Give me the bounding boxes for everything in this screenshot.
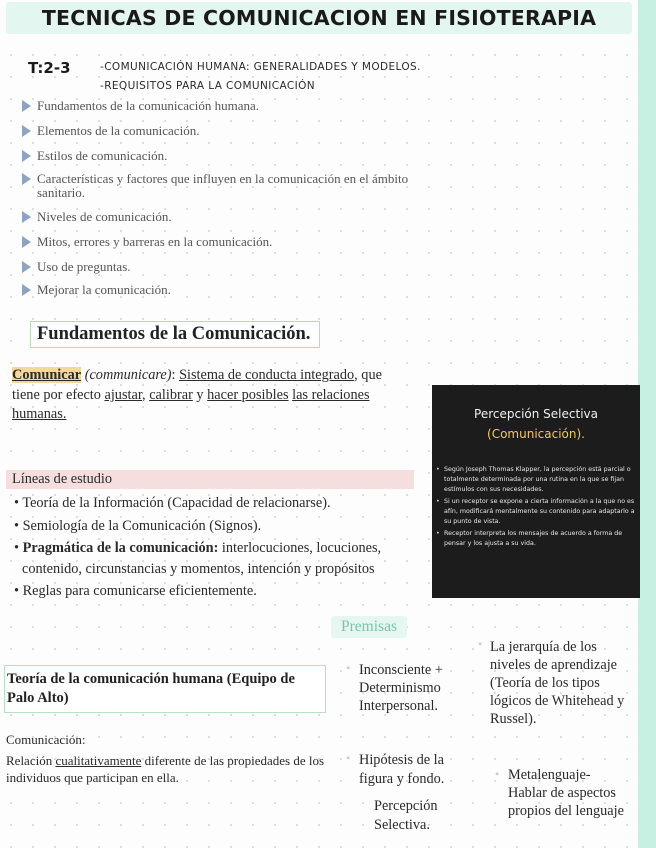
premise-2: Hipótesis de la figura y fondo. <box>359 752 445 787</box>
triangle-bullet-icon <box>22 284 31 296</box>
word-calibrar: calibrar <box>149 387 193 403</box>
lines-of-study-heading: Líneas de estudio <box>6 470 414 489</box>
word-hacer-posibles: hacer posibles <box>207 387 289 403</box>
study-item: • Teoría de la Información (Capacidad de relacionarse). <box>14 495 331 511</box>
latin-term: (communicare) <box>84 367 172 383</box>
list-item: Estilos de comunicación. <box>20 149 167 163</box>
triangle-bullet-icon <box>22 211 31 223</box>
list-item: Fundamentos de la comunicación humana. <box>20 99 259 113</box>
bullet-dot: • <box>346 751 351 765</box>
slide-bullet: • Receptor interpreta los mensajes de acuerdo a forma de pensar y los ajusta a su vida. <box>436 530 623 547</box>
list-item: Elementos de la comunicación. <box>20 124 199 138</box>
triangle-bullet-icon <box>22 125 31 137</box>
sep: , <box>142 387 150 403</box>
slide-image <box>432 385 640 598</box>
triangle-bullet-icon <box>22 150 31 162</box>
theory-body: Relación cualitativamente diferente de las propiedades de los individuos que participan en ella. <box>6 753 325 785</box>
bullet-dot: • <box>478 637 483 651</box>
slide-bullet: • Según Joseph Thomas Klapper, la percepción está parcial o totalmente determinada por una rutina en la que se fijan estímulos con sus necesidades. <box>436 466 631 493</box>
triangle-bullet-icon <box>22 173 31 185</box>
theory-sub: Comunicación: <box>6 732 86 747</box>
slide-bullet: • Si un receptor se expone a cierta información a la que no es afín, modificará mentalmente su contenido para adaptarlo a su punto de vista. <box>436 498 635 525</box>
bullet-dot: • <box>495 767 500 781</box>
definition-phrase: Sistema de conducta integrado <box>179 367 355 383</box>
theory-heading: Teoría de la comunicación humana (Equipo de Palo Alto) <box>4 665 326 713</box>
slide-subtitle: (Comunicación). <box>487 427 585 441</box>
page-title: TECNICAS DE COMUNICACION EN FISIOTERAPIA <box>6 2 632 34</box>
definition-text: tiene por efecto <box>12 387 105 403</box>
section-heading: Fundamentos de la Comunicación. <box>30 321 320 348</box>
study-item: • Reglas para comunicarse eficientemente. <box>14 583 257 599</box>
premise-3: La jerarquía de los niveles de aprendizaje (Teoría de los tipos lógicos de Whitehead y Russel). <box>490 639 625 727</box>
definition-line-2 <box>12 386 432 405</box>
sep: y <box>192 387 208 403</box>
study-item: • Semiología de la Comunicación (Signos). <box>14 518 262 534</box>
premisas-label: Premisas <box>331 616 407 638</box>
study-item: • Pragmática de la comunicación: interlocuciones, locuciones, <box>14 540 382 556</box>
topic-line-2: -REQUISITOS PARA LA COMUNICACIÓN <box>100 80 316 92</box>
premise-1: Inconsciente + Determinismo Interpersonal. <box>359 662 443 714</box>
list-item: Niveles de comunicación. <box>20 210 172 224</box>
triangle-bullet-icon <box>22 100 31 112</box>
definition-line-3 <box>12 405 66 424</box>
word-relaciones: las relaciones <box>292 387 370 403</box>
word-ajustar: ajustar <box>104 387 143 403</box>
bullet-dot: • <box>346 661 351 675</box>
study-item-continuation: contenido, circunstancias y momentos, intención y propósitos <box>22 561 375 577</box>
colon: : <box>171 367 176 383</box>
premise-2b: Percepción Selectiva. <box>374 798 438 833</box>
list-item: Uso de preguntas. <box>20 260 131 274</box>
definition-line-1 <box>12 366 432 385</box>
premise-4: Metalenguaje- Hablar de aspectos propios del lenguaje <box>508 767 624 819</box>
list-item: Mitos, errores y barreras en la comunicación. <box>20 235 272 249</box>
slide-title: Percepción Selectiva <box>474 407 598 421</box>
list-item: Características y factores que influyen en la comunicación en el ámbito sanitario. <box>20 172 437 200</box>
slide-bullets <box>435 465 635 551</box>
topic-code: T:2-3 <box>28 59 71 77</box>
word-humanas: humanas. <box>12 406 67 422</box>
triangle-bullet-icon <box>22 236 31 248</box>
term-comunicar: Comunicar <box>12 367 82 383</box>
triangle-bullet-icon <box>22 261 31 273</box>
topic-line-1: -COMUNICACIÓN HUMANA: GENERALIDADES Y MODELOS. <box>100 61 421 73</box>
right-edge-strip <box>638 0 656 848</box>
list-item: Mejorar la comunicación. <box>20 283 171 297</box>
definition-comma: , que <box>354 367 382 383</box>
